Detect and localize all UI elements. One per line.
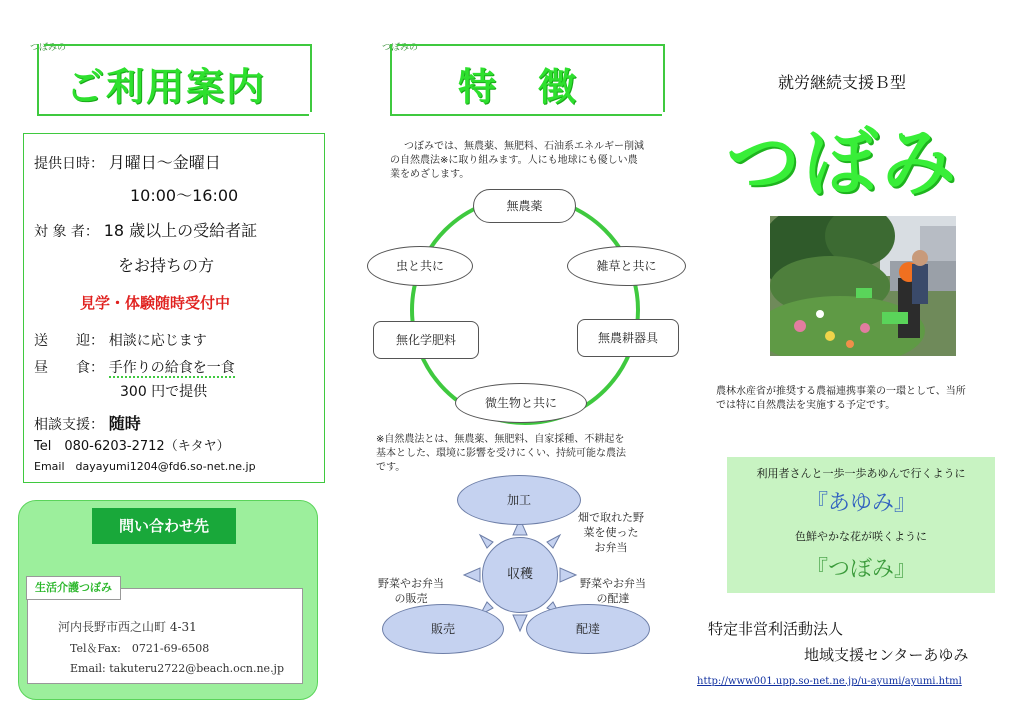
address-line: 河内長野市西之山町 4-31 [58, 620, 197, 634]
lunch-label: 昼 食： [34, 360, 104, 376]
flow-label-sales [378, 576, 444, 606]
flow-label-bento [578, 510, 644, 555]
lunch-value2: 300 円で提供 [120, 384, 208, 400]
motto-tsubomi: 『つぼみ』 [805, 557, 916, 582]
cycle-no-tools: 無農耕器具 [577, 319, 679, 357]
flow-sales: 販売 [382, 604, 504, 654]
target-label: 対 象 者： [34, 224, 99, 240]
tsubomi-logo: つぼみ [726, 120, 960, 206]
flow-label-delivery-2: の配達 [596, 592, 630, 605]
flow-delivery: 配達 [526, 604, 650, 654]
consult-label: 相談支援： [34, 417, 104, 433]
flow-label-bento-1: 畑で取れた野 [578, 511, 644, 524]
cycle-with-weeds: 雑草と共に [567, 246, 686, 286]
target-line1: 18 歳以上の受給者証 [103, 221, 258, 240]
consult-row [34, 411, 141, 434]
flow-label-sales-2: の販売 [394, 592, 428, 605]
transport-row [34, 330, 207, 350]
cycle-no-chemical: 無化学肥料 [373, 321, 479, 359]
org-name: 地域支援センターあゆみ [804, 646, 969, 664]
motto-line1: 利用者さんと一歩一歩あゆんで行くように [756, 467, 966, 480]
flow-label-delivery-1: 野菜やお弁当 [580, 577, 646, 590]
note-line2: 基本とした、環境に影響を受けにくい、持続可能な農法 [376, 448, 626, 459]
cycle-with-microbes: 微生物と共に [455, 383, 587, 423]
flow-harvest: 収穫 [482, 537, 558, 613]
transport-label: 送 迎： [34, 333, 104, 349]
cycle-no-pesticide: 無農薬 [473, 189, 576, 223]
hours-row [34, 150, 221, 173]
contact-email-line: Email: takuteru2722@beach.ocn.ne.jp [70, 662, 285, 675]
lunch-value1: 手作りの給食を一食 [108, 360, 235, 376]
tel-line: Tel 080-6203-2712（キタヤ） [34, 439, 230, 454]
note-line3: です。 [376, 462, 406, 473]
garden-photo-image [770, 216, 956, 356]
flow-label-sales-1: 野菜やお弁当 [378, 577, 444, 590]
email-line: Email dayayumi1204@fd6.so-net.ne.jp [34, 460, 256, 473]
motto-line2: 色鮮やかな花が咲くように [795, 530, 927, 543]
intro-line2: の自然農法※に取り組みます。人にも地球にも優しい農 [390, 155, 638, 166]
photo-caption-2: では特に自然農法を実施する予定です。 [716, 400, 896, 411]
facility-tag: 生活介護つぼみ [26, 576, 121, 600]
cycle-with-insects: 虫と共に [367, 246, 473, 286]
service-type: 就労継続支援Ｂ型 [778, 73, 907, 92]
target-line2: をお持ちの方 [118, 256, 215, 275]
usage-guide-title: ご利用案内 [66, 65, 267, 109]
motto-ayumi: 『あゆみ』 [805, 491, 916, 516]
hours-label: 提供日時： [34, 156, 104, 172]
transport-value: 相談に応じます [108, 333, 207, 349]
left-small-label: つぼみの [30, 43, 67, 53]
intro-line1: つぼみでは、無農薬、無肥料、石油系エネルギー削減 [404, 141, 644, 152]
features-title: 特 徴 [458, 65, 579, 109]
flow-processing: 加工 [457, 475, 581, 525]
org-url-link[interactable]: http://www001.upp.so-net.ne.jp/u-ayumi/ayumi.html [697, 676, 962, 687]
target-row [34, 218, 257, 241]
note-line1: ※自然農法とは、無農薬、無肥料、自家採種、不耕起を [376, 434, 625, 445]
garden-photo [770, 216, 956, 356]
flow-label-delivery [580, 576, 646, 606]
telfax-line: Tel＆Fax: 0721-69-6508 [70, 642, 210, 655]
intro-line3: 業をめざします。 [390, 169, 470, 180]
lunch-row [34, 357, 235, 377]
contact-title: 問い合わせ先 [92, 508, 236, 544]
middle-small-label: つぼみの [382, 43, 419, 53]
visit-notice: 見学・体験随時受付中 [80, 294, 231, 312]
flow-label-bento-3: お弁当 [594, 541, 628, 554]
org-type: 特定非営利活動法人 [708, 620, 844, 638]
photo-caption-1: 農林水産省が推奨する農福連携事業の一環として、当所 [716, 386, 966, 397]
hours-days: 月曜日～金曜日 [108, 153, 221, 172]
consult-value: 随時 [108, 414, 141, 433]
hours-time: 10:00～16:00 [130, 186, 239, 205]
flow-label-bento-2: 菜を使った [583, 526, 639, 539]
